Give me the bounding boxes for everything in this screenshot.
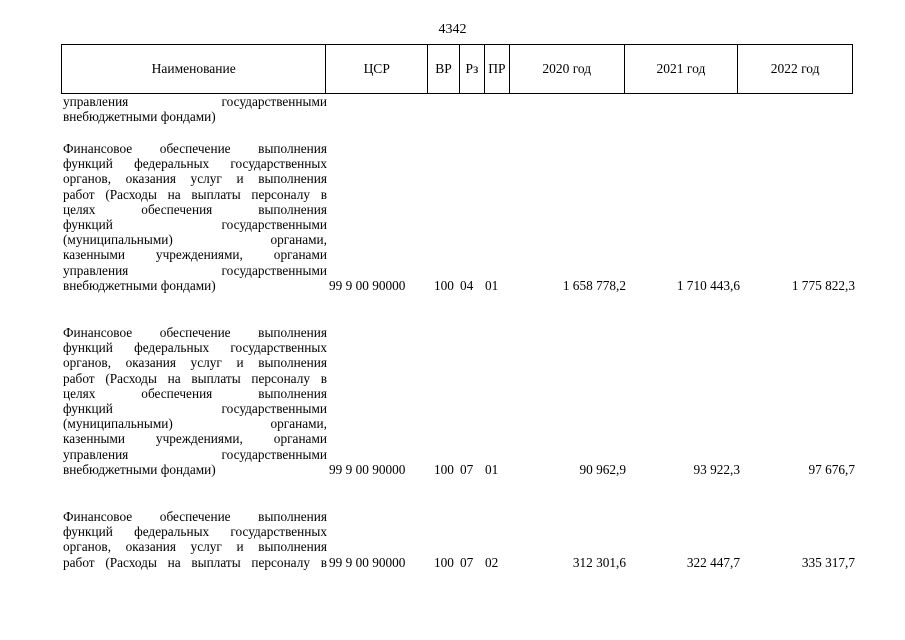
row-name-line: внебюджетными фондами) [63,277,216,293]
row-name-line: целях обеспечения выполнения [63,201,327,217]
row-name [63,325,327,477]
header-name: Наименование [62,45,326,93]
row-name-line: функций государственными [63,216,327,232]
row-name-line: (муниципальными) органами, [63,232,327,248]
header-csr: ЦСР [326,45,428,93]
header-2021: 2021 год [625,45,739,93]
cell-2020: 90 962,9 [579,461,626,477]
cell-pr: 02 [485,554,499,570]
row-name-line: казенными учреждениями, органами [63,431,327,447]
page-number: 4342 [438,22,467,37]
row-name-line: работ (Расходы на выплаты персоналу в [63,370,327,386]
row-name-line: Финансовое обеспечение выполнения [63,325,327,340]
cell-2020: 312 301,6 [572,554,626,570]
row-name-line: Финансовое обеспечение выполнения [63,509,327,524]
table-header [61,44,853,94]
row-name-line: функций государственными [63,400,327,416]
cell-vr: 100 [434,554,454,570]
cell-rz: 04 [460,277,474,293]
row-name-line: функций федеральных государственных [63,524,327,540]
header-2020: 2020 год [510,45,625,93]
cell-2022: 97 676,7 [808,461,855,477]
cell-2021: 322 447,7 [686,554,740,570]
row-name [63,141,327,293]
cell-csr: 99 9 00 90000 [329,554,406,570]
cell-pr: 01 [485,461,499,477]
row-name-line: работ (Расходы на выплаты персоналу в [63,554,327,570]
cell-rz: 07 [460,554,474,570]
row-values [61,278,855,294]
cell-vr: 100 [434,461,454,477]
cell-csr: 99 9 00 90000 [329,461,406,477]
row-name-line: органов, оказания услуг и выполнения [63,171,327,187]
cell-csr: 99 9 00 90000 [329,277,406,293]
header-vr: ВР [428,45,460,93]
row-name-line: внебюджетными фондами) [63,461,216,477]
row-values [61,555,855,571]
row-name-line: (муниципальными) органами, [63,416,327,432]
row-name-line: целях обеспечения выполнения [63,385,327,401]
row-values [61,462,855,478]
row-name-line: функций федеральных государственных [63,340,327,356]
header-2022: 2022 год [770,61,820,76]
cell-pr: 01 [485,277,499,293]
row-name-line: управления государственными [63,262,327,278]
row-name-line: управления государственными [63,94,327,109]
row-name-line: органов, оказания услуг и выполнения [63,355,327,371]
cell-rz: 07 [460,461,474,477]
cell-2020: 1 658 778,2 [562,277,626,293]
row-name-line: управления государственными [63,446,327,462]
row-name-line: функций федеральных государственных [63,156,327,172]
row-name [63,94,327,124]
row-name-line: казенными учреждениями, органами [63,247,327,263]
cell-vr: 100 [434,277,454,293]
row-name-line: органов, оказания услуг и выполнения [63,539,327,555]
header-pr: ПР [485,45,510,93]
header-rz: Рз [460,45,485,93]
cell-2021: 93 922,3 [693,461,740,477]
row-name-line: Финансовое обеспечение выполнения [63,141,327,156]
cell-2021: 1 710 443,6 [676,277,740,293]
cell-2022: 335 317,7 [801,554,855,570]
row-name-line: внебюджетными фондами) [63,109,216,125]
row-name-line: работ (Расходы на выплаты персоналу в [63,186,327,202]
cell-2022: 1 775 822,3 [791,277,855,293]
